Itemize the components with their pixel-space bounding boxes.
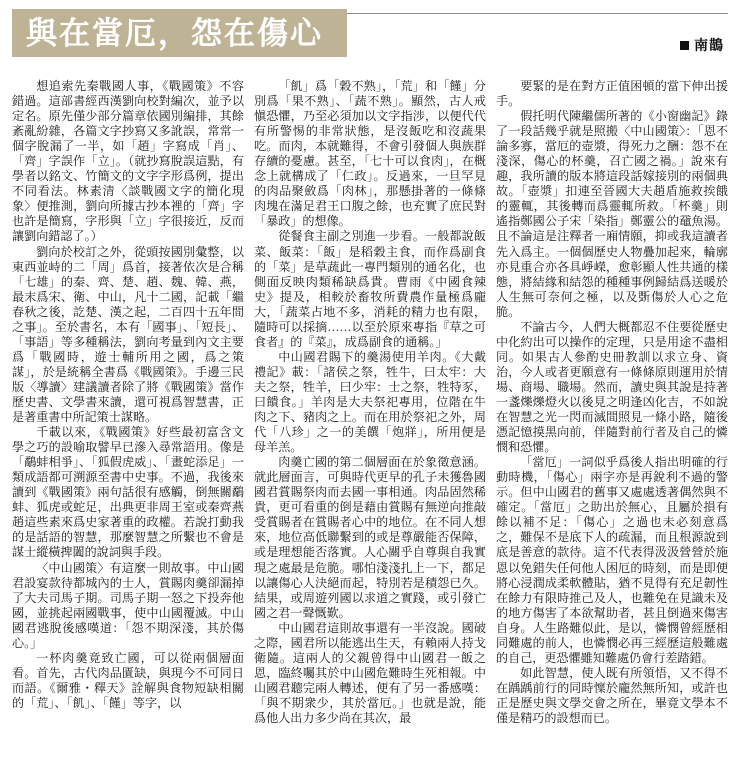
square-bullet-icon bbox=[680, 41, 689, 50]
article-columns bbox=[12, 79, 728, 756]
article-masthead bbox=[12, 9, 728, 67]
title-plate bbox=[12, 9, 347, 57]
paragraph: 一杯肉羹竟致亡國，可以從兩個層面看。首先，古代肉品匱缺，與現今不可同日而語。《爾雅・釋天》詮解與食物短缺相關的「荒」、「飢」、「饉」等字，以 bbox=[12, 650, 244, 710]
paragraph: 中山國君賜下的羹湯使用羊肉。《大戴禮記》載：「諸侯之祭，牲牛，曰太牢：大夫之祭，牲羊，曰少牢：士之祭，牲特豕，曰饋食。」羊肉是大夫祭祀專用，位階在牛肉之下、豬肉之上。而在用於祭祀之外，周代「八珍」之一的美饌「炮牂」，所用便是母羊羔。 bbox=[254, 349, 486, 455]
paragraph: 千載以來，《戰國策》好些最初富含文學之巧的設喻取譬早已滲入尋常語用。像是「鷸蚌相爭」、「狐假虎威」、「畫蛇添足」一類成語都可溯源至書中史事。不過，我後來讀到《戰國策》兩句話很有感觸，倒無關鷸蚌、狐虎或蛇足，出典更非周王室或秦齊燕趙這些素來爲史家著重的政權。若說打動我的是話語的智慧，那麼智慧之所繫也不會是謀士縱橫捭闔的說詞與手段。 bbox=[12, 425, 244, 560]
paragraph: 肉羹亡國的第二個層面在於象徵意涵。就此層面言，可與時代更早的孔子未獲魯國國君賞賜祭肉而去國一事相通。肉品固然稀貴，更可看重的倒是藉由賞賜有無逆向推敲受賞賜者在賞賜者心中的地位。在不同人想來，地位高低聯繫到的或是尊嚴能否保障，或是理想能否落實。人心關乎自尊與自我實現之處最是危脆。哪怕淺淺扎上一下，都足以讓傷心人決絕而起，特別若是積怨已久。結果，或周遊列國以求道之實踐，或引發亡國之君一聲慨歎。 bbox=[254, 455, 486, 620]
paragraph: 「當厄」一詞似乎爲後人指出明確的行動時機，「傷心」兩字亦是再銳利不過的警示。但中山國君的舊事又處處透著偶然與不確定。「當厄」之助出於無心，且屬於損有餘以補不足：「傷心」之過也未必刻意爲之，難保不是底下人的疏漏，而且根源說到底是善意的款待。這不代表得汲汲營營於施恩以免錯失任何他人困厄的時刻，而是即便將心浸潤成柔軟體貼，猶不見得有充足韌性在餘力有限時推己及人，也難免在見識未及的地方傷害了本欲幫助者，甚且倒過來傷害自身。人生路難似此，是以，憐憫曾經歷相同難處的前人，也憐憫必再三經歷這般難處的自己，更恐懼雖知難處仍會行差踏錯。 bbox=[496, 455, 728, 665]
paragraph: 劉向於校訂之外，從頭按國別彙整，以東西並峙的二「周」爲首，接著依次是合稱「七雄」的秦、齊、楚、趙、魏、韓、燕，最末爲宋、衛、中山，凡十二國，記載「繼春秋之後，訖楚、漢之起，二百四十五年間之事」。至於書名，本有「國事」、「短長」、「事語」等多種稱法，劉向考量到內文主要爲「戰國時，遊士輔所用之國，爲之策謀」，於是統稱全書爲《戰國策》。手邊三民版〈導讀〉建議讀者除了將《戰國策》當作歷史書、文學書來讀，還可視爲智慧書，正是著重書中所記策士謀略。 bbox=[12, 244, 244, 425]
article-page bbox=[0, 9, 740, 758]
page-title: 與在當厄，怨在傷心 bbox=[26, 15, 323, 51]
paragraph: 想追索先秦戰國人事，《戰國策》不容錯過。這部書經西漢劉向校對編次，並予以定名。原先僅少部分篇章依國別編排，其餘紊亂紛雜，各篇文字抄寫又多訛誤，常常一個字脫漏了一半，如「趙」字寫成「肖」、「齊」字誤作「立」。（就抄寫脫誤這點，有學者以銘文、竹簡文的文字字形爲例，提出不同看法。林素清〈談戰國文字的簡化現象〉便推測，劉向所據古抄本裡的「齊」字也許是簡寫，字形與「立」字很接近，反而讓劉向錯認了。） bbox=[12, 79, 244, 244]
paragraph: 「飢」爲「穀不熟」，「荒」和「饉」分別爲「果不熟」、「蔬不熟」。顯然，古人戒愼恐懼，乃至必須加以文字指涉，以便代代有所警惕的非常狀態，是沒飯吃和沒蔬果吃。而肉，本就難得，不會引發個人與族群存續的憂慮。甚至，「七十可以食肉」，在概念上就構成了「仁政」。反過來，一旦罕見的肉品聚斂爲「肉林」，那懸掛著的一條條肉塊在滿足君王口腹之餘，也充實了庶民對「暴政」的想像。 bbox=[254, 79, 486, 229]
paragraph: 不論古今，人們大概都忍不住要從歷史中化約出可以操作的定理，只是用途不盡相同。如果古人參酌史冊教訓以求立身、資治，今人或者更願意有一條條原則運用於情場、商場、職場。然而，讀史與其說是持著一盞爍爍燈火以後見之明逢凶化吉，不如說在智慧之光一閃而滅間照見一條小路，隨後憑記憶摸黑向前，伴隨對前行者及自己的憐憫和恐懼。 bbox=[496, 319, 728, 455]
paragraph: 中山國君這則故事還有一半沒說。國破之際，國君所以能逃出生天，有賴兩人持戈衛隨。這兩人的父親曾得中山國君一飯之恩，臨終囑其於中山國危難時生死相報。中山國君聽完兩人轉述，便有了另一番感嘆：「與不期衆少，其於當厄。」也就是說，能爲他人出力多少尚在其次，最 bbox=[254, 620, 486, 725]
paragraph: 從餐食主副之別進一步看。一般都說飯菜、飯菜：「飯」是稻穀主食，而作爲副食的「菜」是草蔬此一專門類別的通名化，也側面反映肉類稀缺爲貴。曹雨《中國食辣史》提及，相較於畜牧所費農作量極爲龐大，「蔬菜占地不多，消耗的精力也有限，隨時可以採摘……以至於原來專指『草之可食者』的『菜』，成爲副食的通稱。」 bbox=[254, 229, 486, 349]
article-column-1 bbox=[12, 79, 244, 756]
paragraph: 要緊的是在對方正值困頓的當下伸出援手。 bbox=[496, 79, 728, 109]
article-column-3 bbox=[496, 79, 728, 756]
byline bbox=[680, 35, 724, 55]
author-name: 南鵲 bbox=[694, 37, 724, 53]
article-column-2 bbox=[254, 79, 486, 756]
paragraph: 如此智慧，使人既有所領悟，又不得不在踽踽前行的同時懍於龐然無所知，或許也正是歷史與文學交會之所在，畢竟文學本不僅是精巧的設想而已。 bbox=[496, 665, 728, 725]
paragraph: 〈中山國策〉有這麼一則故事。中山國君設宴款待都城內的士人，賞賜肉羹卻漏掉了大夫司馬子期。司馬子期一怒之下投奔他國，並挑起兩國戰事，使中山國覆滅。中山國君逃脫後感嘆道：「怨不期深淺，其於傷心。」 bbox=[12, 560, 244, 650]
paragraph: 假托明代陳繼儒所著的《小窗幽記》錄了一段話幾乎就是照搬〈中山國策〉：「恩不論多寡，當厄的壺漿，得死力之酬：怨不在淺深，傷心的杯羹，召亡國之禍。」說來有趣，我所讀的版本將這段話嫁接別的兩個典故。「壺漿」扣連至晉國大夫趙盾施救挨餓的靈輒，其後轉而爲靈輒所救。「杯羹」則遙指鄭國公子宋「染指」鄭靈公的黿魚湯。且不論這是注釋者一廂情願，抑或我這讀者先入爲主。一個個歷史人物疊加起來，輪廓亦見重合亦各具崢嶸，愈彰顯人性共通的樣態，將結緣和結怨的種種事例歸結爲送暖於人生無可奈何之極，以及斲傷於人心之危脆。 bbox=[496, 109, 728, 319]
